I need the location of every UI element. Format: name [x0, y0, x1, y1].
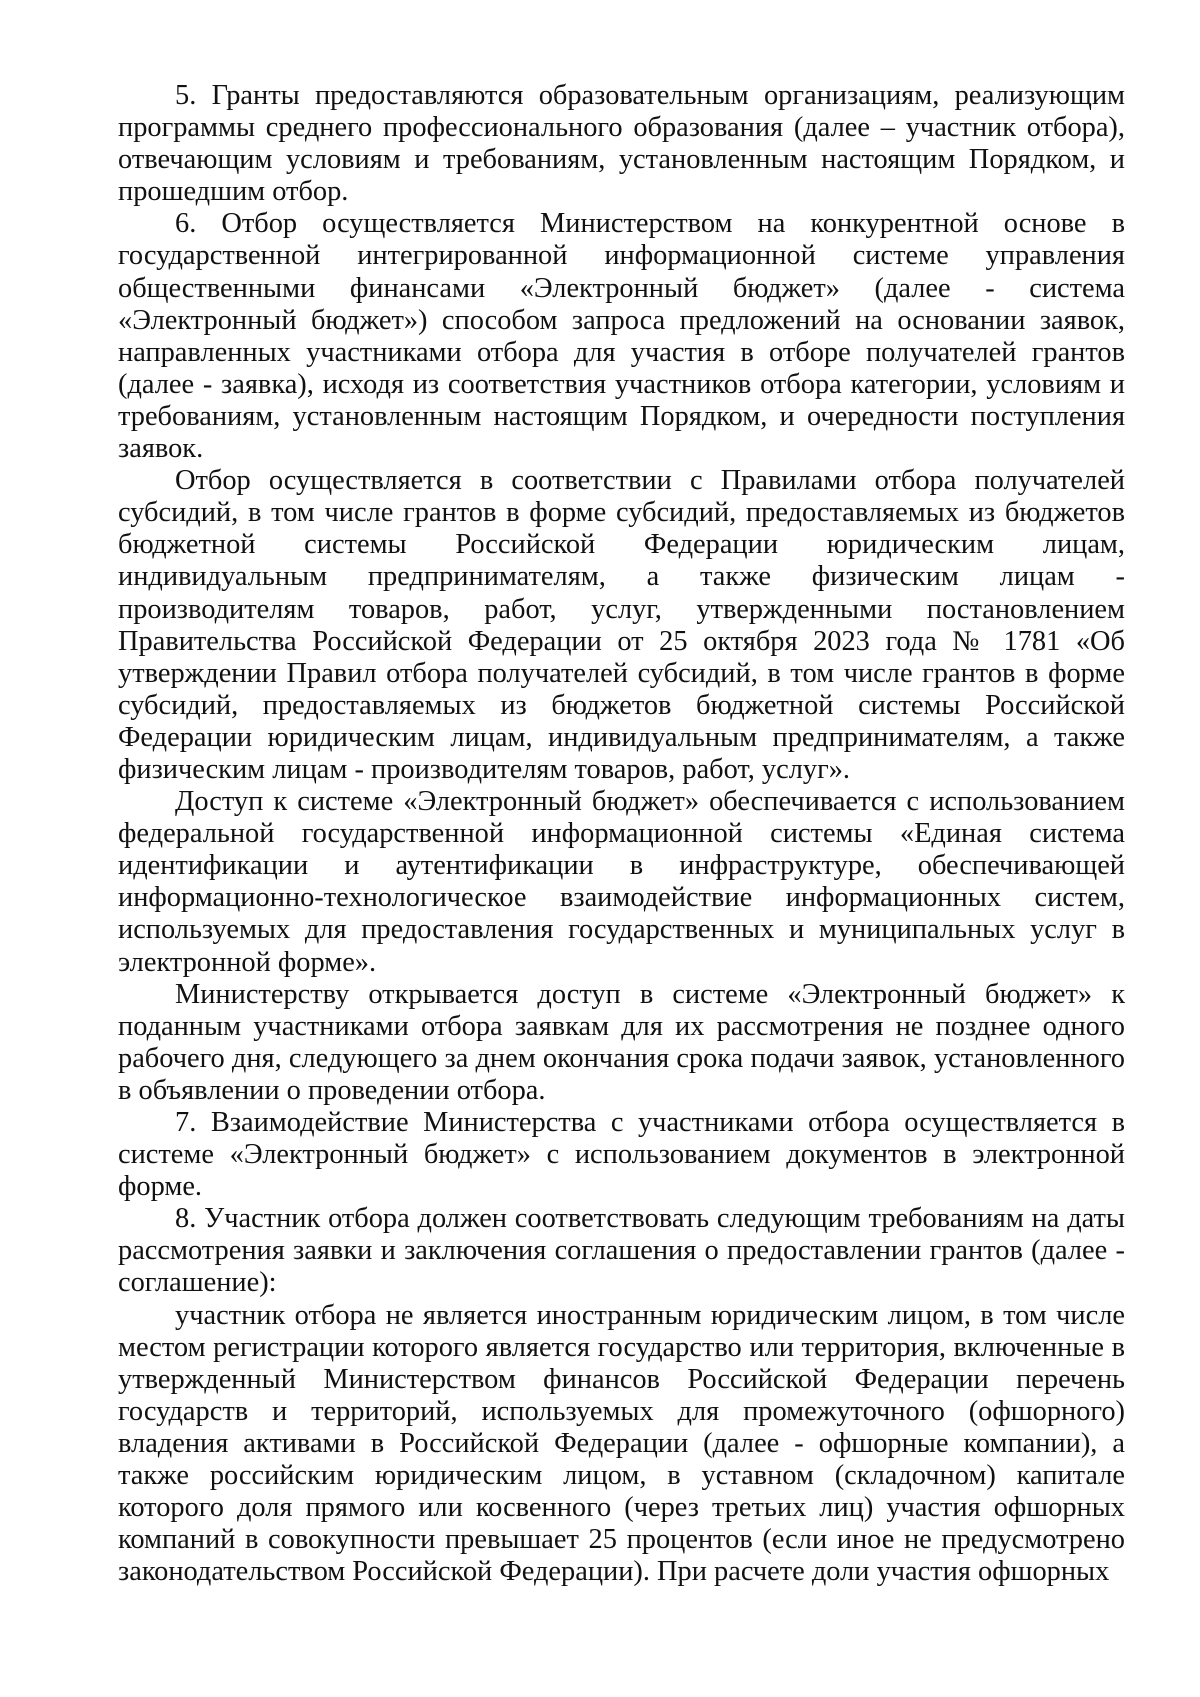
paragraph-selection-rules: Отбор осуществляется в соответствии с Правилами отбора получателей субсидий, в том числе грантов в форме субсидий, предоставляемых из бюджетов бюджетной системы Российской Федерации юридическим лицам, индивидуальным предпринимателям, а также физическим лицам - производителям товаров, работ, услуг, утвержденными постановлением Правительства Российской Федерации от 25 октября 2023 года № 1781 «Об утверждении Правил отбора получателей субсидий, в том числе грантов в форме субсидий, предоставляемых из бюджетов бюджетной системы Российской Федерации юридическим лицам, индивидуальным предпринимателям, а также физическим лицам - производителям товаров, работ, услуг».: [118, 465, 1125, 785]
paragraph-8-requirements: 8. Участник отбора должен соответствовать следующим требованиям на даты рассмотрения заявки и заключения соглашения о предоставлении грантов (далее - соглашение):: [118, 1203, 1125, 1299]
paragraph-6-selection-procedure: 6. Отбор осуществляется Министерством на конкурентной основе в государственной интегрированной информационной системе управления общественными финансами «Электронный бюджет» (далее - система «Электронный бюджет») способом запроса предложений на основании заявок, направленных участниками отбора для участия в отборе получателей грантов (далее - заявка), исходя из соответствия участников отбора категории, условиям и требованиям, установленным настоящим Порядком, и очередности поступления заявок.: [118, 208, 1125, 465]
paragraph-7-interaction: 7. Взаимодействие Министерства с участниками отбора осуществляется в системе «Электронный бюджет» с использованием документов в электронной форме.: [118, 1107, 1125, 1203]
paragraph-5-grants-recipients: 5. Гранты предоставляются образовательным организациям, реализующим программы среднего профессионального образования (далее – участник отбора), отвечающим условиям и требованиям, установленным настоящим Порядком, и прошедшим отбор.: [118, 80, 1125, 208]
paragraph-system-access: Доступ к системе «Электронный бюджет» обеспечивается с использованием федеральной государственной информационной системы «Единая система идентификации и аутентификации в инфраструктуре, обеспечивающей информационно-технологическое взаимодействие информационных систем, используемых для предоставления государственных и муниципальных услуг в электронной форме».: [118, 786, 1125, 978]
paragraph-ministry-access: Министерству открывается доступ в системе «Электронный бюджет» к поданным участниками отбора заявкам для их рассмотрения не позднее одного рабочего дня, следующего за днем окончания срока подачи заявок, установленного в объявлении о проведении отбора.: [118, 978, 1125, 1106]
document-page: [118, 80, 1125, 1588]
paragraph-offshore-requirement: участник отбора не является иностранным юридическим лицом, в том числе местом регистрации которого является государство или территория, включенные в утвержденный Министерством финансов Российской Федерации перечень государств и территорий, используемых для промежуточного (офшорного) владения активами в Российской Федерации (далее - офшорные компании), а также российским юридическим лицом, в уставном (складочном) капитале которого доля прямого или косвенного (через третьих лиц) участия офшорных компаний в совокупности превышает 25 процентов (если иное не предусмотрено законодательством Российской Федерации). При расчете доли участия офшорных: [118, 1299, 1125, 1588]
